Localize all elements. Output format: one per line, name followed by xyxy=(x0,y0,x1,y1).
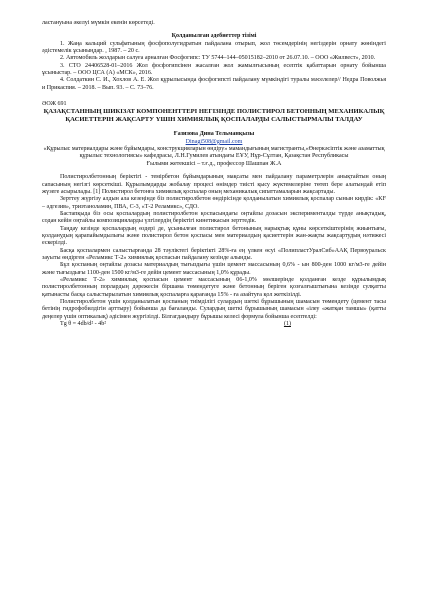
formula-number: (1) xyxy=(283,321,291,328)
formula-row xyxy=(42,321,386,328)
author-email-link[interactable]: Dinagi508@gmail.com xyxy=(185,138,243,145)
body-paragraph: Зерттеу жүргізу алдын ала кезеңінде біз полистиролбетон өндірісінде қолданылатын химиялық қоспалар сынын кирдік: «KF – әдгезив», триэтаноламин, ПВА, С-3, «Т-2 Реламикс», СДО. xyxy=(42,196,386,210)
reference-item: 1. Жаңа кальций сульфатының фосфополугидратын пайдалана отырып, жол төсемдерінің негіздерін орнату жөніндегі әдістемелік ұсыныңдар. , 1987. – 20 с. xyxy=(42,40,386,55)
author-affiliation: «Құрылыс материалдары және бұйымдары, конструкцияларын өндіру» мамандығының магистранты,«Өнеркәсіптік және азаматтық құрылыс технологиясы» кафедрасы, Л.Н.Гумилев атындағы ЕҰУ, Нұр-Сұлтан, Қазақстан Республикасы xyxy=(43,146,385,160)
article-title: ҚАЗАҚСТАННЫҢ ШИКІЗАТ КОМПОНЕНТТЕРІ НЕГІЗІНДЕ ПОЛИСТИРОЛ БЕТОННЫҢ МЕХАНИКАЛЫҚ ҚАСИЕТТЕРІН ЖАҚСАРТУ ҮШІН ХИМИЯЛЫҚ ҚОСПАЛАРДЫ САЛЫСТЫРМАЛЫ ТАЛДАУ xyxy=(43,108,385,124)
body-paragraph: Таңдау кезінде қоспалардың өздері де, ұсынылған полистирол бетонының нарықтық құны көрсеткіштерінің жиынтығы, қолданудың қарапайымдылығы және полистирол бетон қоспасы мен материалдың қасиеттерін жан-жақты жақсартудың нәтижесі ескерілді. xyxy=(42,225,386,247)
udc-code: ӘОЖ 691 xyxy=(42,101,67,108)
body-paragraph: Бастапқыда біз осы қоспалардың полистиролбетон қоспасындағы оңтайлы дозасын эксперименталды түрде анықтадық, содан кейін оңтайлы композицияларды үлгілердің беріктігі кинетикасын зерттедік. xyxy=(42,210,386,225)
body-paragraph: Полистиролбетон үшін қолданылатын қоспаның тиімділігі сулардың шеткі бұрышының шамасын төмендету (цемент тасы бетінің гидрофобилдігін арттыру) бойынша да бағаланды. Сулардың шеткі бұрышының шамасын «ілеу «жатқан тамшы» (қатты деңелер үшін оптикалық) әдісімен жүргізілді. Білгагдандыру бұрышы келесі формула бойынша есептелді: xyxy=(42,299,386,320)
scientific-supervisor: Ғылыми жетекшісі – т.ғ.д., профессор Шашпан Ж.А xyxy=(146,160,282,167)
reference-item: 4. Солдаткин С. И., Хохлов А. Е. Жол құрылысында фосфогипсті пайдалану мүмкіндігі туралы мәселелер// Недра Поволжья и Прикаспия. – 2018. – Вып. 93. – С. 73–76. xyxy=(42,77,386,91)
body-paragraph: Бұл қоспаның оңтайлы дозасы материалдың тығыздығы үшін цемент массасының 0,6% - ын 800-ден 1000 кг/м3-ге дейін және тығыздығы 1100-ден 1500 кг/м3-ге дейін цемент массасының 1,0% құрады. xyxy=(42,262,386,276)
body-paragraph: «Реламикс Т-2» химиялық қоспасын цемент массасының 06-1,0% мөлшерінде қолданған кезде құрылымдық полистиролбетонның порлардың дәрежесін біршама төмендетуге және бетонның беріген қозғалғыштығына кезінде сулқатты қатынасты басқа салыстырылатын химиялық қоспаларға қарағанда 15% - ға азайтуға қол жеткізілді. xyxy=(42,276,386,298)
reference-item: 2. Автомобиль жолдарын салуға арналған Фосфогипс: ТУ 5744–144–05015182–2010 от 26.07.10. – ООО «Жилвест», 2010. xyxy=(60,55,376,62)
reference-item: 3. СТО 24406528-01–2016 Жол фосфогипсінен жасалған жол жамылғысының есептік қабаттарын орнату бойынша ұсыныстар. – ООО ЦСА (А) «МСК», 2016. xyxy=(42,62,386,77)
formula-expression: Tg θ = 4db/d² - 4b² xyxy=(60,321,107,328)
intro-tail-paragraph: ластануына әкелуі мүмкін екенін көрсетеді. xyxy=(42,20,155,26)
body-paragraph: Басқа қоспалармен салыстырғанда 28 тәуліктегі беріктікті 28%-ға ең үлкен өсуі «ПолипластУралСиб»ААҚ Первоуральск зауыты өндірген «Реламикс Т-2» химиялық қоспасын пайдалану кезінде алынды. xyxy=(42,247,386,261)
references-heading: Қолданылған әдебиеттер тізімі xyxy=(171,33,257,40)
author-name: Ғазизова Дина Тельманқызы xyxy=(173,131,255,138)
body-paragraph: Полистиролбетонның беріктігі - темірбетон бұйымдарының мақсаты мен пайдалану параметрлерін анықтайтын оның сапасының негізгі көрсеткіші. Құрылымдарды жобалау процесі өнімдер тиісті қысу жүктемелеріне төтеп бере алатындай етіп жүзеге асырылады. [1] Полистирол бетонға химиялық қоспалар оның механикалық сипаттамаларын жақсартады. xyxy=(42,174,386,195)
